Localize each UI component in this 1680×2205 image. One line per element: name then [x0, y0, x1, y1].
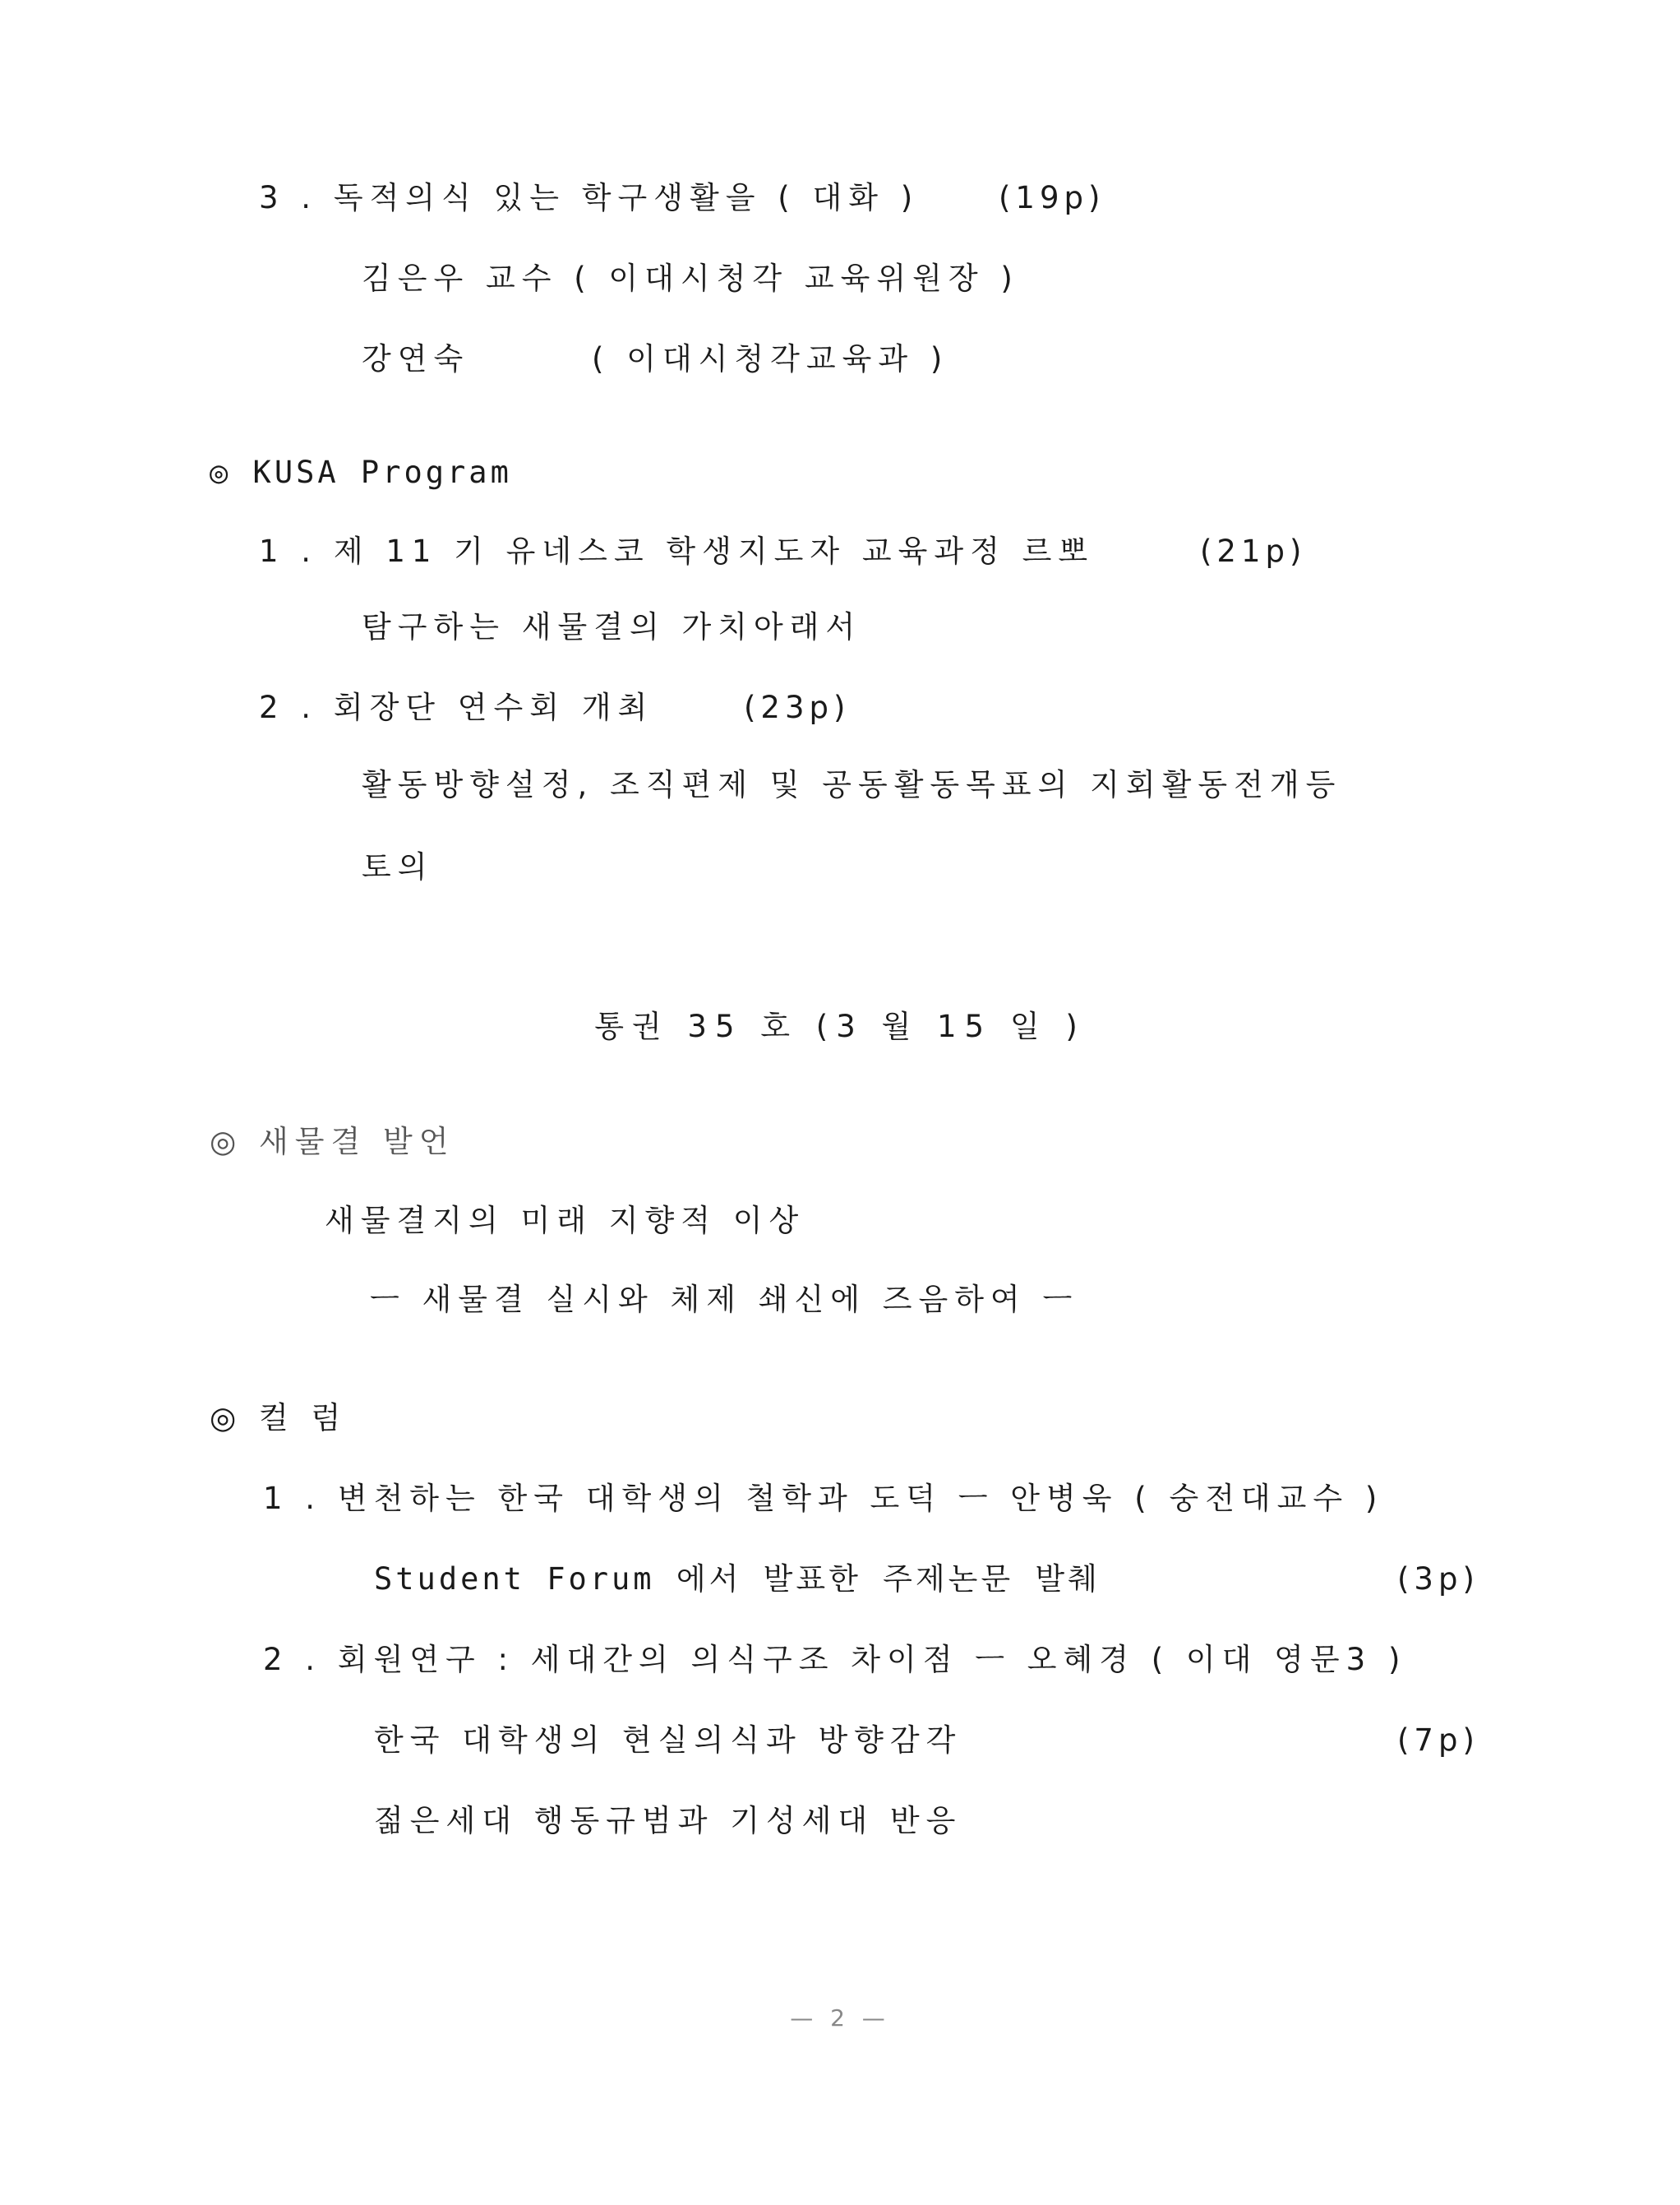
kusa-item1-page-ref: (21p): [1200, 534, 1307, 569]
editorial-heading: ◎ 새물결 발언: [210, 1124, 455, 1159]
kusa-item1-title: 1 . 제 11 기 유네스코 학생지도자 교육과정 르뽀: [259, 534, 1095, 569]
item3-title: 3 . 독적의식 있는 학구생활을 ( 대화 ): [259, 180, 920, 215]
item3-person2-affiliation: ( 이대시청각교육과 ): [592, 341, 949, 377]
kusa-item1-subtitle: 탐구하는 새물결의 가치아래서: [362, 609, 862, 645]
item3-page-ref: (19p): [999, 180, 1105, 215]
column-item1-title: 1 . 변천하는 한국 대학생의 철학과 도덕 ㅡ 안병욱 ( 숭전대교수 ): [263, 1481, 1384, 1516]
column-item1-page-ref: (3p): [1397, 1561, 1479, 1597]
kusa-item2-page-ref: (23p): [744, 690, 851, 725]
kusa-item2-description-cont: 토의: [362, 849, 434, 885]
column-item2-page-ref: (7p): [1397, 1722, 1479, 1758]
column-heading: ◎ 컬 럼: [210, 1400, 348, 1435]
item3-person1: 김은우 교수 ( 이대시청각 교육위원장 ): [362, 261, 1019, 296]
column-item2-subtitle1: 한국 대학생의 현실의식과 방향감각: [374, 1722, 962, 1758]
page-number: — 2 —: [790, 2004, 890, 2032]
kusa-item2-title: 2 . 회장단 연수회 개최: [259, 690, 654, 725]
kusa-heading: ◎ KUSA Program: [210, 455, 512, 490]
editorial-line2: ㅡ 새물결 실시와 체제 쇄신에 즈음하여 ㅡ: [370, 1282, 1079, 1317]
item3-person2-name: 강연숙: [362, 341, 470, 377]
kusa-item2-description: 활동방향설정, 조직편제 및 공동활동목표의 지회활동전개등: [362, 767, 1342, 802]
column-item2-subtitle2: 젊은세대 행동규범과 기성세대 반응: [374, 1803, 962, 1838]
editorial-line1: 새물결지의 미래 지향적 이상: [325, 1203, 805, 1238]
issue-heading: 통권 35 호 (3 월 15 일 ): [594, 1009, 1086, 1044]
column-item1-subtitle: Student Forum 에서 발표한 주제논문 발췌: [374, 1561, 1101, 1597]
column-item2-title: 2 . 회원연구 : 세대간의 의식구조 차이점 ㅡ 오혜경 ( 이대 영문3 ): [263, 1642, 1407, 1677]
